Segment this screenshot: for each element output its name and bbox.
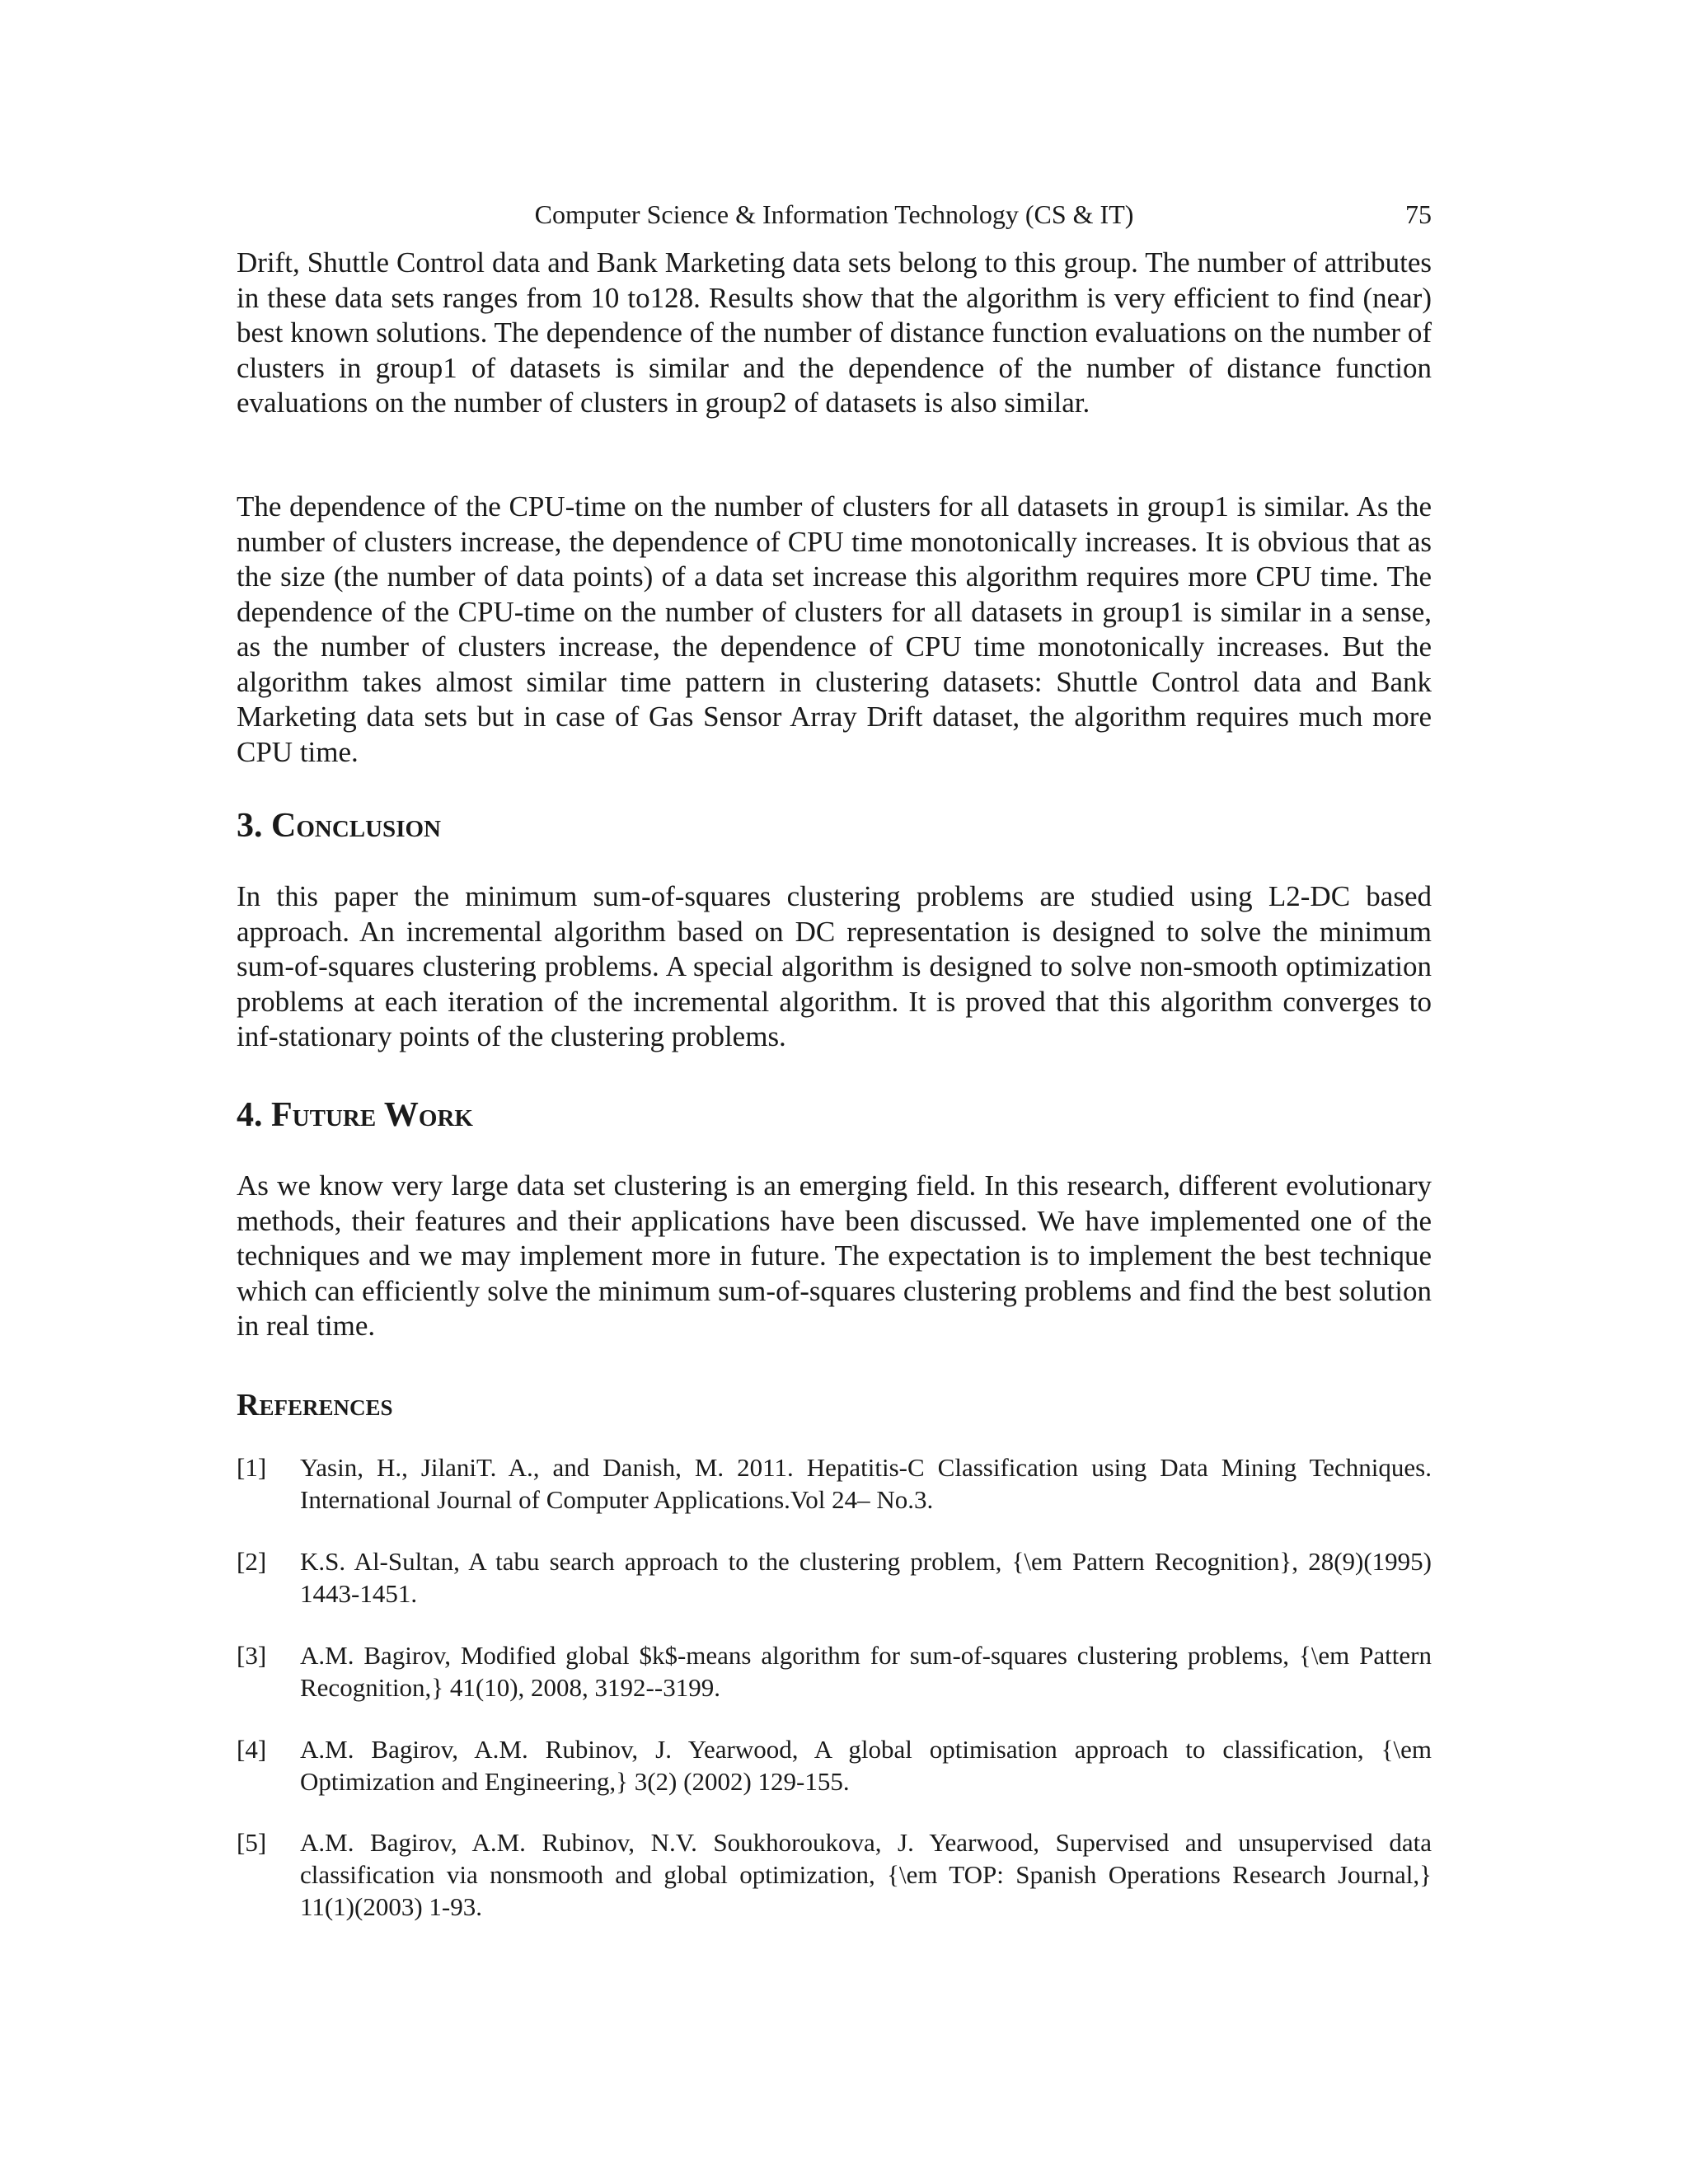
paragraph-conclusion: In this paper the minimum sum-of-squares clustering problems are studied using L2-DC based approach. An incremental algorithm based on DC representation is designed to solve the minimum sum-of-squares clustering problems. A special algorithm is designed to solve non-smooth optimization problems at each iteration of the incremental algorithm. It is proved that this algorithm converges to inf-stationary points of the clustering problems. — [237, 880, 1432, 1052]
reference-text: A.M. Bagirov, A.M. Rubinov, N.V. Soukhoroukova, J. Yearwood, Supervised and unsupervised data classification via nonsmooth and global optimization, {\em TOP: Spanish Operations Research Journal,} 11(1)(2003) 1-93. — [300, 1828, 1432, 1921]
section-heading-references: References — [237, 1388, 393, 1422]
running-header — [237, 198, 1432, 231]
paragraph-future-work: As we know very large data set clustering is an emerging field. In this research, different evolutionary methods, their features and their applications have been discussed. We have implemented one of the techniques and we may implement more in future. The expectation is to implement the best technique which can efficiently solve the minimum sum-of-squares clustering problems and find the best solution in real time. — [237, 1169, 1432, 1342]
reference-number: [3] — [237, 1641, 267, 1670]
reference-number: [1] — [237, 1453, 267, 1482]
reference-item — [237, 1639, 1432, 1704]
reference-number: [4] — [237, 1735, 267, 1764]
reference-item — [237, 1826, 1432, 1923]
reference-number: [2] — [237, 1547, 267, 1576]
reference-text: Yasin, H., JilaniT. A., and Danish, M. 2011. Hepatitis-C Classification using Data Mining Techniques. International Journal of Computer Applications.Vol 24– No.3. — [300, 1453, 1432, 1514]
page-number: 75 — [1405, 199, 1432, 229]
reference-item — [237, 1545, 1432, 1610]
paragraph-results-group2: Drift, Shuttle Control data and Bank Marketing data sets belong to this group. The number of attributes in these data sets ranges from 10 to128. Results show that the algorithm is very efficient to find (near) best known solutions. The dependence of the number of distance function evaluations on the number of clusters in group1 of datasets is similar and the dependence of the number of distance function evaluations on the number of clusters in group2 of datasets is also similar. — [237, 246, 1432, 419]
reference-text: K.S. Al-Sultan, A tabu search approach to the clustering problem, {\em Pattern Recognition}, 28(9)(1995) 1443-1451. — [300, 1547, 1432, 1608]
paragraph-cpu-time: The dependence of the CPU-time on the number of clusters for all datasets in group1 is similar. As the number of clusters increase, the dependence of CPU time monotonically increases. It is obvious that as the size (the number of data points) of a data set increase this algorithm requires more CPU time. The dependence of the CPU-time on the number of clusters for all datasets in group1 is similar in a sense, as the number of clusters increase, the dependence of CPU time monotonically increases. But the algorithm takes almost similar time pattern in clustering datasets: Shuttle Control data and Bank Marketing data sets but in case of Gas Sensor Array Drift dataset, the algorithm requires much more CPU time. — [237, 490, 1432, 768]
reference-item — [237, 1733, 1432, 1797]
journal-title: Computer Science & Information Technology (CS & IT) — [534, 199, 1134, 229]
reference-item — [237, 1451, 1432, 1516]
section-heading-future-work: 4. Future Work — [237, 1096, 473, 1134]
section-heading-conclusion: 3. Conclusion — [237, 807, 441, 845]
reference-number: [5] — [237, 1828, 267, 1857]
reference-text: A.M. Bagirov, Modified global $k$-means algorithm for sum-of-squares clustering problems, {\em Pattern Recognition,} 41(10), 2008, 3192--3199. — [300, 1641, 1432, 1702]
reference-text: A.M. Bagirov, A.M. Rubinov, J. Yearwood, A global optimisation approach to classification, {\em Optimization and Engineering,} 3(2) (2002) 129-155. — [300, 1735, 1432, 1796]
